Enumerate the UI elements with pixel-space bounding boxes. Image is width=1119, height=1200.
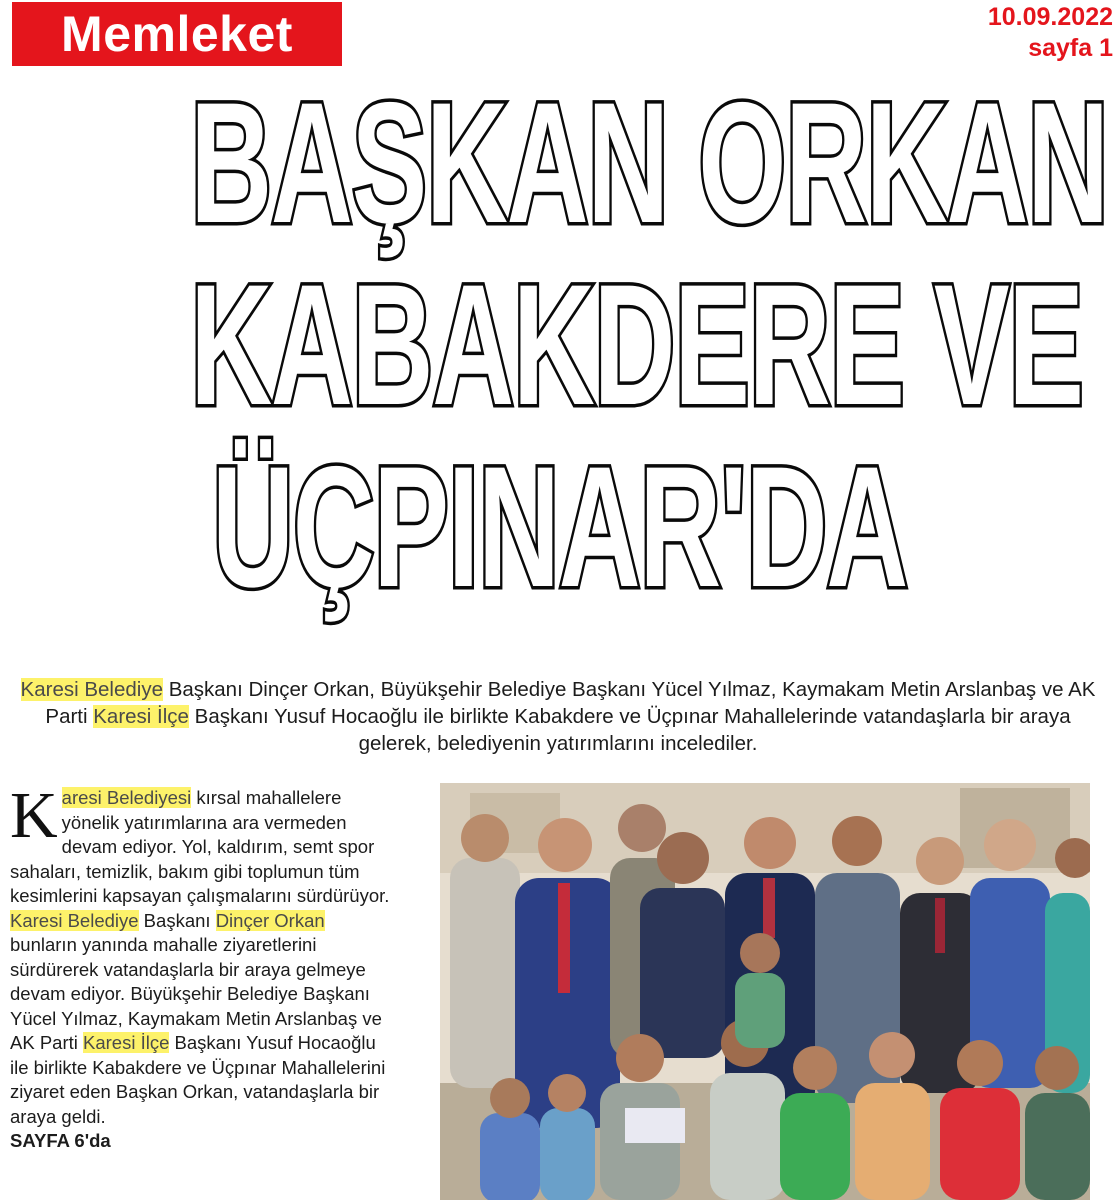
headline-line-1: BAŞKAN ORKAN xyxy=(190,67,1108,259)
body-text: kırsal mahallelere yönelik yatırımlarına ara vermeden devam ediyor. Yol, kaldırım, semt spor sahaları, temizlik, bakım gibi toplumun tüm kesimlerini kapsayan çalışmalarını sürdürüyor. xyxy=(10,787,390,906)
highlight: Karesi İlçe xyxy=(93,705,189,728)
highlight: Dinçer Orkan xyxy=(215,909,325,931)
news-photo xyxy=(440,783,1090,1200)
headline-line-2: KABAKDERE VE xyxy=(190,249,1083,441)
issue-meta xyxy=(988,2,1113,64)
continued-label: SAYFA 6'da xyxy=(10,1130,111,1151)
article-body xyxy=(10,779,390,1154)
drop-cap: K xyxy=(10,779,58,852)
highlight: aresi Belediyesi xyxy=(61,787,192,808)
body-text: Başkanı Yusuf Hocaoğlu ile birlikte Kabakdere ve Üçpınar Mahallelerini ziyaret eden Başkan Orkan, vatandaşlarla bir araya geldi. xyxy=(10,1032,386,1127)
highlight: Karesi İlçe xyxy=(83,1032,170,1053)
page-number: sayfa 1 xyxy=(1028,34,1113,62)
lead-text: Başkanı Yusuf Hocaoğlu ile birlikte Kabakdere ve Üçpınar Mahallelerinde vatandaşlarla bir araya gelerek, belediyenin yatırımlarını incelediler. xyxy=(188,705,1071,755)
lead-text: Başkanı Dinçer Orkan, Büyükşehir Belediye Başkanı Yücel Yılmaz, Kaymakam Metin Arslanbaş ve AK Parti xyxy=(45,678,1096,728)
headline-line-3: ÜÇPINAR'DA xyxy=(212,431,907,623)
issue-date: 10.09.2022 xyxy=(987,3,1113,31)
body-text: bunların yanında mahalle ziyaretlerini sürdürerek vatandaşlarla bir araya gelmeye devam ediyor. Büyükşehir Belediye Başkanı Yücel Yılmaz, Kaymakam Metin Arslanbaş ve AK Parti xyxy=(10,934,382,1053)
body-text: Başkanı xyxy=(138,909,216,931)
masthead-logo xyxy=(12,2,342,66)
highlight: Karesi Belediye xyxy=(20,678,163,701)
masthead-name: Memleket xyxy=(61,6,293,62)
headline xyxy=(0,67,1119,623)
highlight: Karesi Belediye xyxy=(10,909,139,931)
group-photo-illustration xyxy=(440,783,1090,1200)
lead-paragraph xyxy=(8,676,1108,757)
